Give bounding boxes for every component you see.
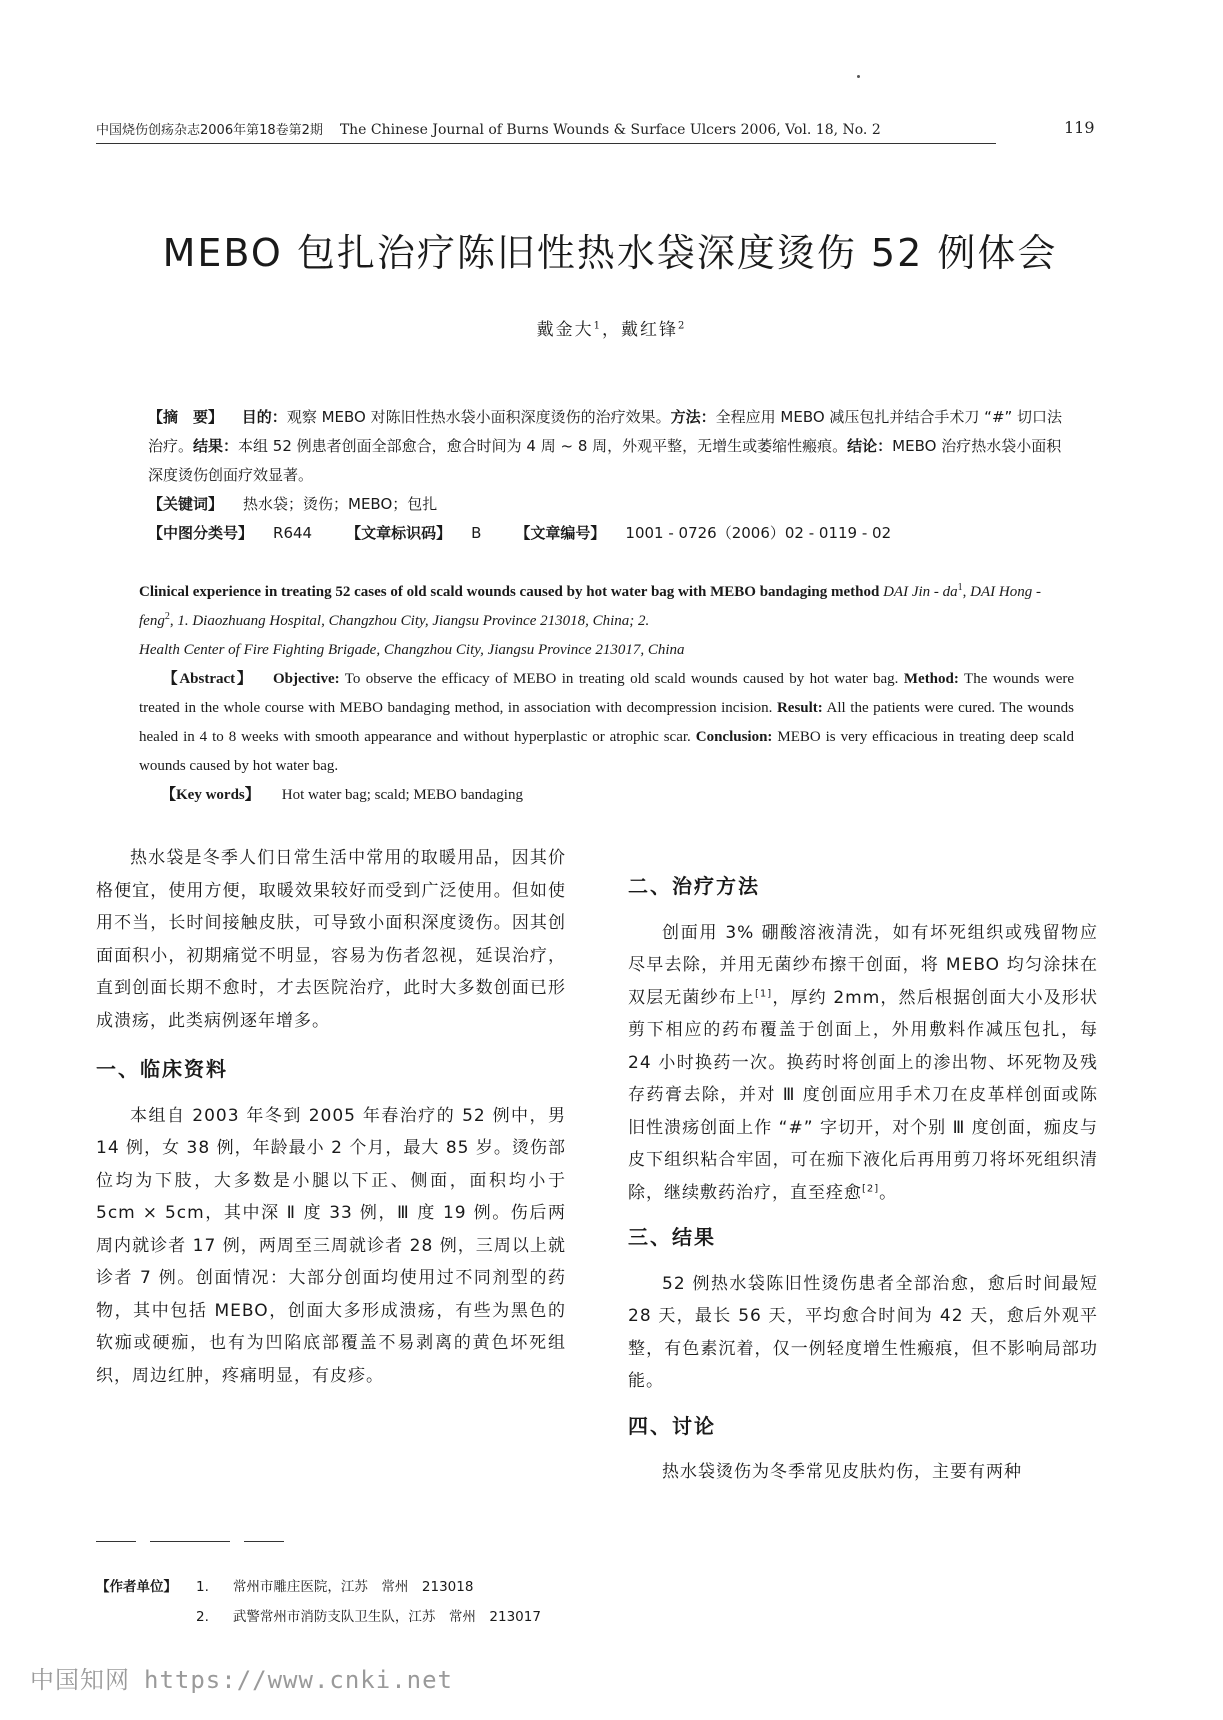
conclusion-en: MEBO is very efficacious in treating deep scald wounds caused by hot water bag. [139, 729, 1075, 774]
english-title-block: Clinical experience in treating 52 cases of old scald wounds caused by hot water bag with MEBO bandaging method DAI Jin - $da^1$, DAI Hong - feng$^2$, 1. Diaozhuang Hospital, Changzhou City, Jiangsu Province 213018, China; 2. [139, 582, 1041, 629]
keywords-en-text: Hot water bag; scald; MEBO bandaging [281, 787, 523, 803]
abstract-en [139, 665, 1074, 781]
keywords-cn-text: 热水袋；烫伤；MEBO；包扎 [243, 495, 438, 513]
english-author-1-affil: 1 [957, 582, 963, 593]
body-column-left [96, 842, 566, 1392]
objective-en-label: Objective: [272, 671, 340, 687]
section-heading-discussion: 四、讨论 [628, 1413, 716, 1438]
footnote-rule [96, 1541, 136, 1542]
method-text-b: ，厚约 2mm，然后根据创面大小及形状剪下相应的药布覆盖于创面上，外用敷料作减压包扎，每 24 小时换药一次。换药时将创面上的渗出物、坏死物及残存药膏去除，并对 Ⅲ 度创面应用手术刀在皮革样创面或陈旧性溃疡创面上作 “#” 字切开，对个别 Ⅲ 度创面，痂皮与皮下组织粘合牢固，可在痂下液化后再用剪刀将坏死组织清除，继续敷药治疗，直至痊愈 [628, 987, 1099, 1203]
method-cn-label: 方法： [670, 408, 716, 426]
english-author-2-affil: 2 [164, 611, 170, 622]
objective-cn: 观察 MEBO 对陈旧性热水袋小面积深度烫伤的治疗效果。 [286, 408, 671, 426]
method-text-a: 创面用 3% 硼酸溶液清洗，如有坏死组织或残留物应尽早去除，并用无菌纱布擦干创面，将 MEBO 均匀涂抹在双层无菌纱布上 [628, 922, 1098, 1008]
english-author-1: DAI Jin - da [883, 584, 958, 600]
footnote-label: 【作者单位】 [96, 1579, 177, 1595]
section-heading-method: 二、治疗方法 [628, 874, 760, 898]
result-cn: 本组 52 例患者创面全部愈合，愈合时间为 4 周 ~ 8 周，外观平整，无增生或萎缩性瘢痕。 [238, 437, 848, 455]
author-1-affil: 1 [593, 320, 602, 332]
keywords-cn-label: 【关键词】 [148, 495, 224, 513]
clc-value: R644 [273, 524, 313, 542]
article-no-value: 1001 - 0726（2006）02 - 0119 - 02 [625, 524, 892, 542]
method-cn: 全程应用 MEBO 减压包扎并结合手术刀 “#” 切口法治疗。 [148, 408, 1063, 455]
cnki-url[interactable]: https://www.cnki.net [144, 1666, 453, 1694]
cnki-logo: 中国知网 [30, 1666, 130, 1694]
author-affiliations-footnote [96, 1572, 696, 1632]
author-separator: ， [602, 320, 621, 340]
keywords-cn [148, 490, 1068, 519]
author-2: 戴红锋 [621, 320, 678, 340]
journal-name-en: The Chinese Journal of Burns Wounds & Surface Ulcers 2006, Vol. 18, No. 2 [339, 122, 881, 138]
conclusion-cn: MEBO 治疗热水袋小面积深度烫伤创面疗效显著。 [148, 437, 1062, 484]
journal-name-cn: 中国烧伤创疡杂志2006年第18卷第2期 [96, 123, 323, 138]
result-paragraph: 52 例热水袋陈旧性烫伤患者全部治愈，愈后时间最短 28 天，最长 56 天，平均愈合时间为 42 天，愈后外观平整，有色素沉着，仅一例轻度增生性瘢痕，但不影响局部功能。 [628, 1273, 1098, 1391]
cnki-watermark [30, 1660, 453, 1695]
method-text-c: 。 [879, 1182, 898, 1203]
clc-label: 【中图分类号】 [148, 524, 254, 542]
english-affiliation-2: Health Center of Fire Fighting Brigade, Changzhou City, Jiangsu Province 213017, China [139, 642, 685, 658]
method-en: The wounds were treated in the whole course with MEBO bandaging method, in association with decompression incision. [139, 671, 1075, 716]
citation-2[interactable]: [2] [862, 1182, 880, 1194]
method-paragraph [628, 917, 1098, 1210]
author-1: 戴金大 [536, 320, 594, 340]
english-author-2: DAI Hong - feng [139, 584, 1041, 629]
scan-speck [857, 75, 860, 78]
author-line [0, 315, 1223, 340]
objective-en: To observe the efficacy of MEBO in treating old scald wounds caused by hot water bag. [344, 671, 899, 687]
article-title: MEBO 包扎治疗陈旧性热水袋深度烫伤 52 例体会 [162, 231, 1058, 275]
running-head [96, 118, 1096, 142]
keywords-en [161, 781, 1061, 810]
footnote-rule [150, 1541, 230, 1542]
abstract-en-label: 【Abstract】 [161, 671, 254, 687]
conclusion-cn-label: 结论： [847, 437, 893, 455]
affiliation-1-number: 1. [196, 1579, 209, 1595]
doc-code-value: B [471, 524, 482, 542]
author-2-affil: 2 [678, 320, 687, 332]
abstract-cn-label: 【摘 要】 [148, 408, 224, 426]
objective-cn-label: 目的： [241, 408, 287, 426]
affiliation-1: 常州市雕庄医院，江苏 常州 213018 [232, 1579, 474, 1595]
citation-1[interactable]: [1] [755, 987, 773, 999]
affiliation-2: 武警常州市消防支队卫生队，江苏 常州 213017 [232, 1609, 541, 1625]
result-en: All the patients were cured. The wounds healed in 4 to 8 weeks with smooth appearance and without hyperplastic or atrophic scar. [139, 700, 1075, 745]
intro-paragraph: 热水袋是冬季人们日常生活中常用的取暖用品，因其价格便宜，使用方便，取暖效果较好而受到广泛使用。但如使用不当，长时间接触皮肤，可导致小面积深度烫伤。因其创面面积小，初期痛觉不明显，容易为伤者忽视，延误治疗，直到创面长期不愈时，才去医院治疗，此时大多数创面已形成溃疡，此类病例逐年增多。 [96, 848, 566, 1031]
article-no-label: 【文章编号】 [515, 524, 606, 542]
english-title: Clinical experience in treating 52 cases of old scald wounds caused by hot water bag with MEBO bandaging method [139, 584, 880, 600]
clinical-paragraph: 本组自 2003 年冬到 2005 年春治疗的 52 例中，男 14 例，女 38 例，年龄最小 2 个月，最大 85 岁。烫伤部位均为下肢，大多数是小腿以下正、侧面，面积均小于 5cm × 5cm，其中深 Ⅱ 度 33 例，Ⅲ 度 19 例。伤后两周内就诊者 17 例，两周至三周就诊者 28 例，三周以上就诊者 7 例。创面情况：大部分创面均使用过不同剂型的药物，其中包括 MEBO，创面大多形成溃疡，有些为黑色的软痂或硬痂，也有为凹陷底部覆盖不易剥离的黄色坏死组织，周边红肿，疼痛明显，有皮疹。 [96, 1105, 566, 1386]
classification-row [148, 519, 1068, 548]
body-column-right [628, 842, 1098, 1489]
affiliation-2-number: 2. [196, 1609, 209, 1625]
method-en-label: Method: [903, 671, 959, 687]
discussion-paragraph: 热水袋烫伤为冬季常见皮肤灼伤，主要有两种 [662, 1462, 1022, 1482]
conclusion-en-label: Conclusion: [695, 729, 773, 745]
section-heading-result: 三、结果 [628, 1225, 716, 1249]
section-heading-clinical: 一、临床资料 [96, 1057, 228, 1081]
english-affiliation-1: 1. Diaozhuang Hospital, Changzhou City, Jiangsu Province 213018, China; 2. [177, 613, 650, 629]
header-rule [96, 143, 996, 144]
keywords-en-label: 【Key words】 [161, 787, 260, 803]
result-cn-label: 结果： [193, 437, 239, 455]
abstract-cn [148, 403, 1068, 490]
result-en-label: Result: [776, 700, 823, 716]
page-number: 119 [1064, 118, 1095, 137]
footnote-rule [244, 1541, 284, 1542]
doc-code-label: 【文章标识码】 [346, 524, 452, 542]
